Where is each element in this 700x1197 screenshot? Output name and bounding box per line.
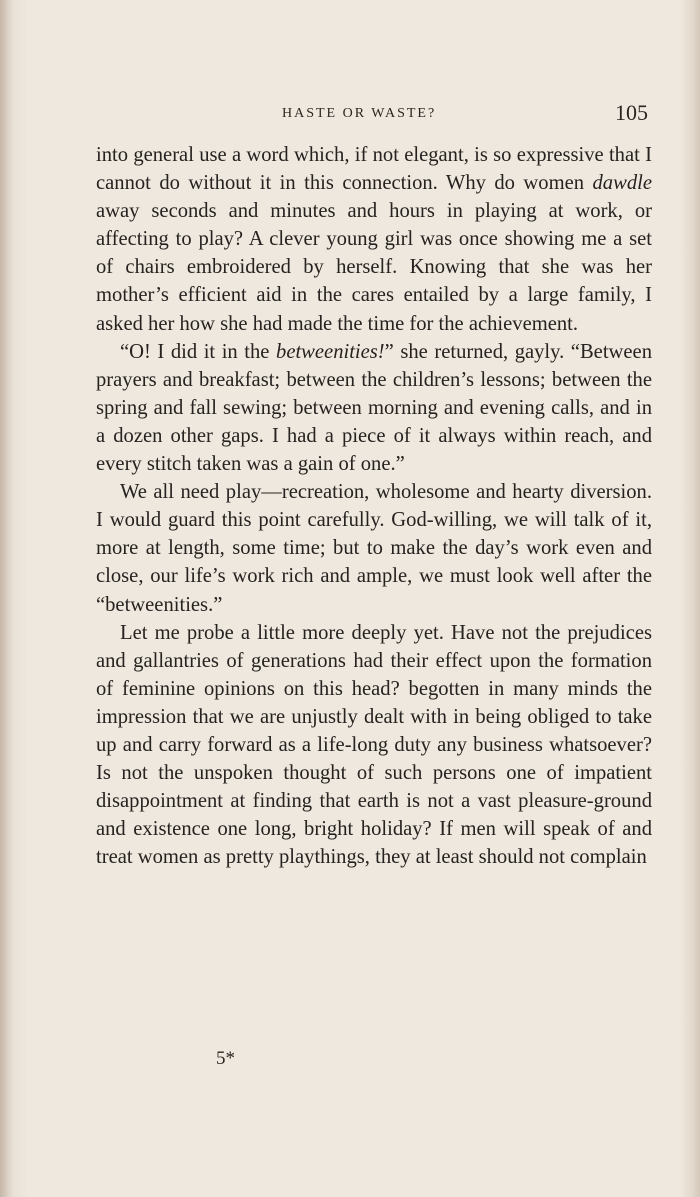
text-segment: into general use a word which, if not elegant, is so expressive that I cannot do without it in this connection. Why do women [96,144,652,195]
binding-shadow [0,0,14,1197]
signature-mark: 5* [216,1048,235,1069]
paragraph [96,619,652,872]
body-text [96,141,652,871]
italic-word: dawdle [592,172,652,195]
text-segment: We all need play—recreation, wholesome and hearty diversion. I would guard this point carefully. God-willing, we will talk of it, more at length, some time; but to make the day’s work even and close, our life’s work rich and ample, we must look well after the “betweenities.” [96,481,652,616]
italic-word: betweenities! [276,340,385,363]
paragraph [96,478,652,618]
paragraph [96,141,652,338]
text-segment: away seconds and minutes and hours in playing at work, or affecting to play? A clever young girl was once showing me a set of chairs embroidered by herself. Knowing that she was her mother’s efficient aid in the cares entailed by a large family, I asked her how she had made the time for the achievement. [96,200,652,335]
text-segment: Let me probe a little more deeply yet. Have not the prejudices and gallantries of generations had their effect upon the formation of feminine opinions on this head? begotten in many minds the impression that we are unjustly dealt with in being obliged to take up and carry forward as a life-long duty any business whatsoever? Is not the unspoken thought of such persons one of impatient disappointment at finding that earth is not a vast pleasure-ground and existence one long, bright holiday? If men will speak of and treat women as pretty playthings, they at least should not complain [96,621,652,869]
page-number: 105 [615,100,648,125]
page-header [96,100,652,130]
text-segment: “O! I did it in the [120,340,277,363]
running-head: HASTE OR WASTE? [282,106,437,121]
text-segment: ” she returned, gayly. “Between prayers and breakfast; between the children’s lessons; between the spring and fall sewing; between morning and evening calls, and in a dozen other gaps. I had a piece of it always within reach, and every stitch taken was a gain of one.” [96,340,652,476]
paragraph [96,338,652,478]
